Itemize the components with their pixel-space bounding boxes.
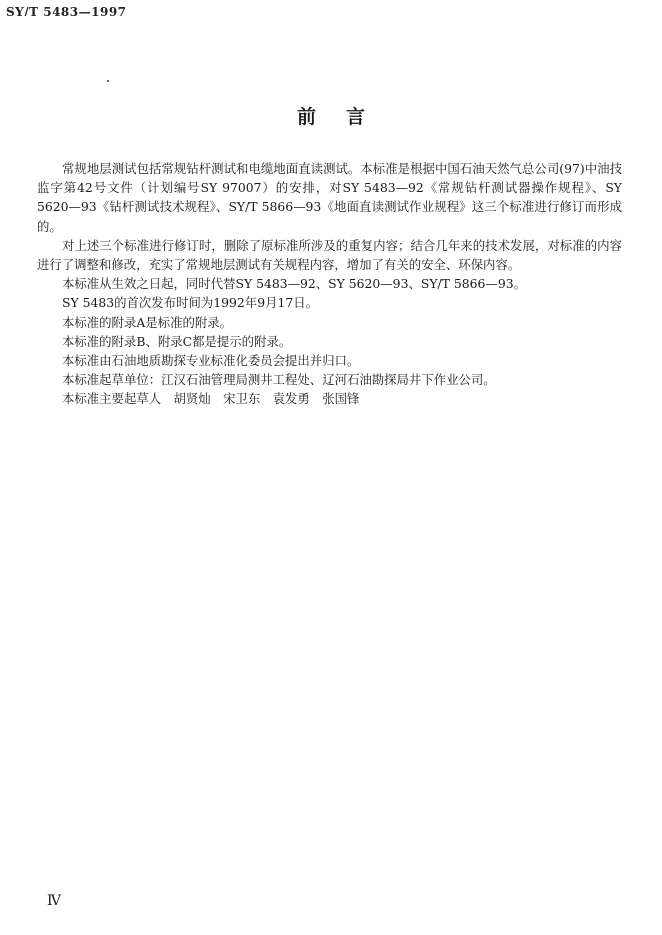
paragraph: 本标准起草单位：江汉石油管理局测井工程处、辽河石油勘探局井下作业公司。 xyxy=(62,372,496,388)
page-number: Ⅳ xyxy=(47,893,62,909)
document-code-header: SY/T 5483—1997 xyxy=(6,6,127,16)
paragraph: 本标准的附录A是标准的附录。 xyxy=(62,314,233,330)
paragraph: 本标准从生效之日起，同时代替SY 5483—92、SY 5620—93、SY/T 5866—93。 xyxy=(62,276,526,292)
scan-speck xyxy=(107,80,109,82)
title-char-2: 言 xyxy=(346,106,366,128)
paragraph: 对上述三个标准进行修订时，删除了原标准所涉及的重复内容；结合几年来的技术发展，对标准的内容进行了调整和修改，充实了常规地层测试有关规程内容，增加了有关的安全、环保内容。 xyxy=(37,237,622,273)
page-title xyxy=(0,102,662,129)
paragraph: 常规地层测试包括常规钻杆测试和电缆地面直读测试。本标准是根据中国石油天然气总公司(97)中油技监字第42号文件（计划编号SY 97007）的安排，对SY 5483—92《常规钻杆测试器操作规程》、SY 5620—93《钻杆测试技术规程》、SY/T 5866—93《地面直读测试作业规程》这三个标准进行修订而形成的。 xyxy=(37,161,622,234)
paragraph: 本标准由石油地质勘探专业标准化委员会提出并归口。 xyxy=(62,353,360,369)
paragraph: 本标准的附录B、附录C都是提示的附录。 xyxy=(62,333,292,349)
paragraph: SY 5483的首次发布时间为1992年9月17日。 xyxy=(62,295,319,311)
foreword-body xyxy=(37,159,622,409)
drafters-line: 本标准主要起草人 胡贤灿 宋卫东 袁发勇 张国锋 xyxy=(62,391,360,407)
title-char-1: 前 xyxy=(296,106,316,128)
